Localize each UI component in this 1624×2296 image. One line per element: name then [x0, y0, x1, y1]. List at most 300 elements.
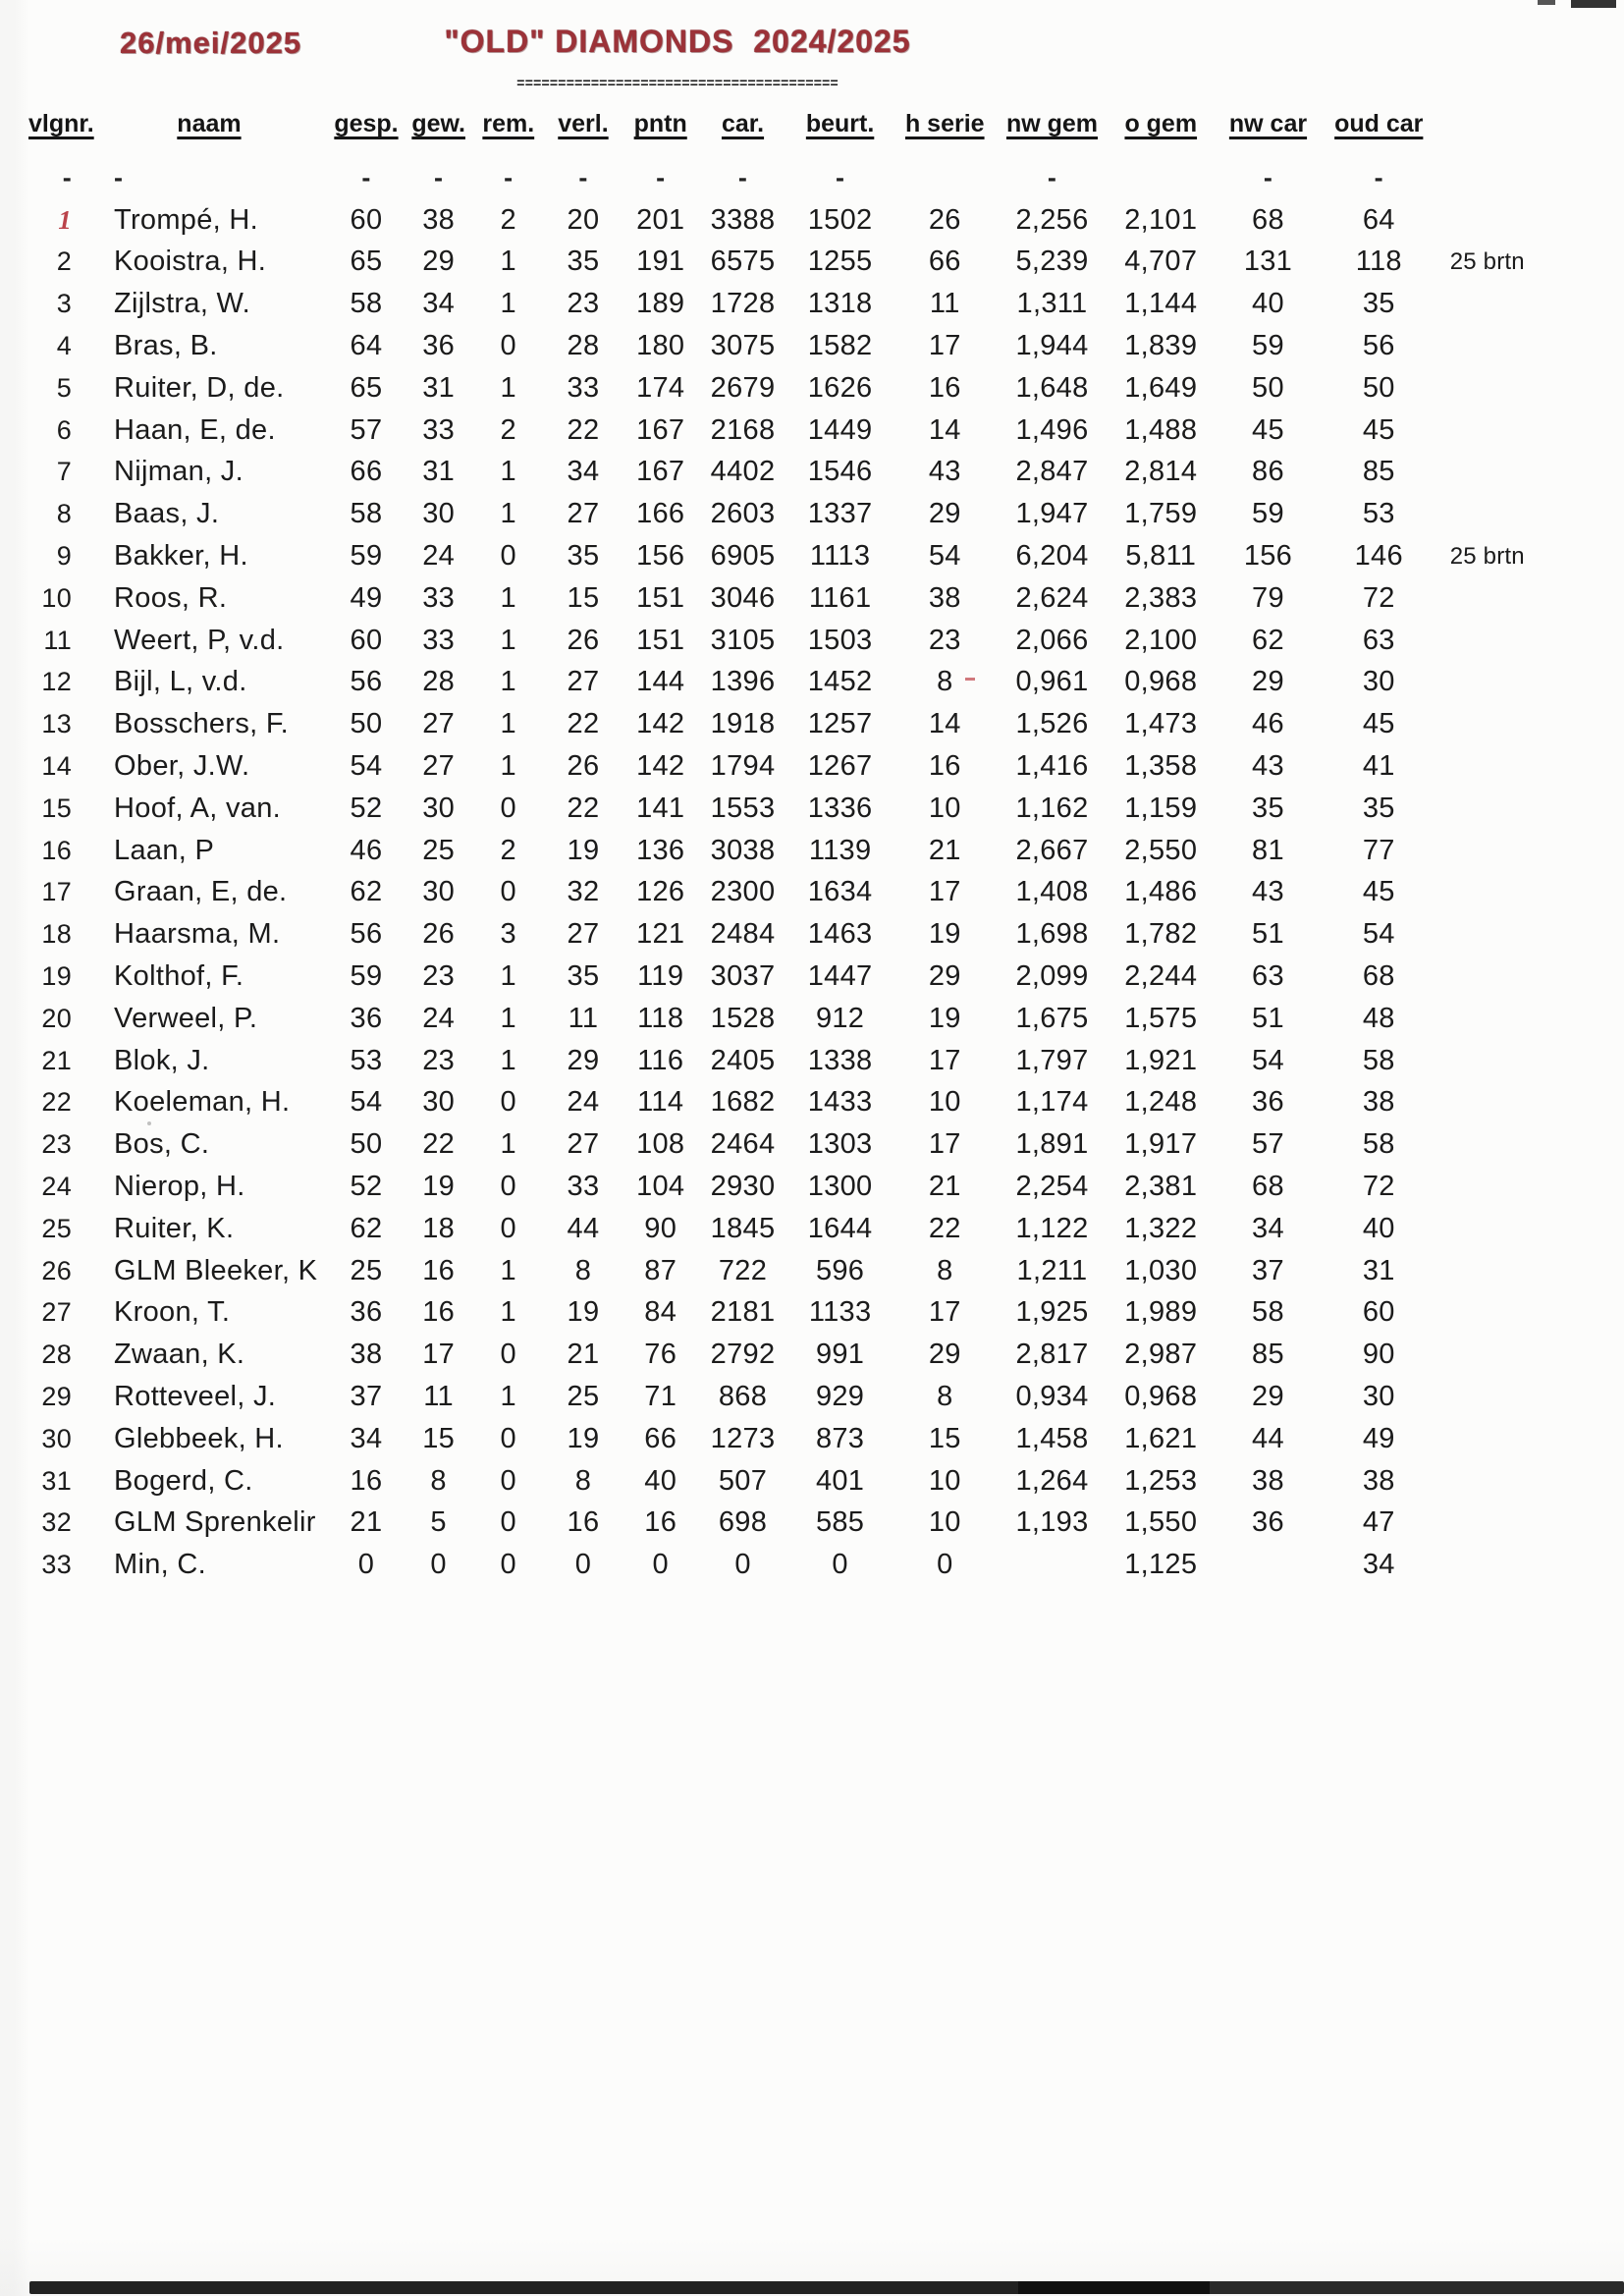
column-header-label-naam: naam — [177, 110, 242, 137]
cell-car: 2168 — [710, 413, 776, 446]
cell-oudcar: 38 — [1362, 1464, 1395, 1497]
cell-car: 1918 — [710, 708, 776, 740]
cell-verl: 25 — [567, 1381, 600, 1412]
table-row — [25, 1334, 1576, 1376]
cell-nwcar: 54 — [1252, 1044, 1284, 1076]
cell-note — [1436, 1208, 1576, 1250]
cell-pntn: 90 — [644, 1212, 677, 1244]
cell-car: 2930 — [710, 1171, 776, 1203]
cell-verl: 21 — [567, 1339, 600, 1371]
cell-naam: Bras, B. — [114, 330, 218, 362]
cell-nwgem: 1,496 — [1015, 413, 1089, 446]
table-row — [25, 242, 1576, 284]
cell-naam: Kroon, T. — [114, 1296, 231, 1329]
cell-gew: 17 — [422, 1339, 456, 1371]
cell-hserie: 8 — [937, 1381, 953, 1412]
cell-beurt: 0 — [832, 1549, 848, 1581]
table-row — [25, 1503, 1576, 1545]
cell-oudcar: 72 — [1362, 581, 1395, 614]
cell-pntn: 191 — [636, 246, 685, 278]
cell-ogem: 2,101 — [1124, 203, 1198, 236]
column-header-rem — [473, 110, 543, 157]
cell-beurt: 1433 — [807, 1086, 873, 1119]
cell-nwcar: 37 — [1252, 1254, 1284, 1286]
scan-artifact-corner-mark-2 — [1538, 0, 1555, 5]
cell-nwgem: 2,099 — [1015, 960, 1089, 993]
cell-car: 507 — [718, 1464, 768, 1497]
cell-naam: Ruiter, D, de. — [114, 371, 285, 404]
document-title: "OLD" DIAMONDS 2024/2025 — [444, 24, 911, 59]
cell-car: 3046 — [710, 581, 776, 614]
cell-verl: 22 — [567, 708, 600, 740]
cell-verl: 23 — [567, 288, 600, 320]
column-header-nwcar — [1215, 110, 1322, 157]
cell-naam: Laan, P — [114, 834, 215, 866]
cell-gew: 33 — [422, 624, 456, 656]
cell-pntn: 114 — [637, 1086, 684, 1119]
cell-ogem: 2,550 — [1124, 834, 1198, 866]
cell-hserie: 17 — [928, 1128, 961, 1161]
cell-car: 2405 — [710, 1044, 776, 1076]
cell-gew: 23 — [422, 960, 456, 993]
cell-beurt: 1644 — [807, 1212, 873, 1244]
table-row — [25, 830, 1576, 872]
column-header-car — [698, 110, 787, 157]
cell-naam: Roos, R. — [114, 581, 228, 614]
cell-beurt: 1502 — [807, 203, 873, 236]
cell-vlgnr: 28 — [41, 1339, 73, 1370]
cell-ogem: 1,649 — [1124, 371, 1198, 404]
cell-oudcar: 38 — [1362, 1086, 1395, 1119]
table-row — [25, 998, 1576, 1040]
cell-hserie: 54 — [928, 540, 961, 573]
cell-note — [1436, 283, 1576, 325]
cell-beurt: - — [835, 162, 845, 192]
cell-ogem: 1,759 — [1124, 498, 1198, 530]
cell-pntn: 71 — [644, 1381, 677, 1412]
cell-hserie: 8 — [937, 666, 953, 698]
cell-gew: 34 — [422, 288, 456, 320]
cell-pntn: 16 — [644, 1506, 677, 1539]
cell-car: 2792 — [710, 1339, 776, 1371]
cell-nwcar: 43 — [1252, 750, 1284, 783]
cell-gew: 29 — [422, 246, 456, 278]
cell-verl: 8 — [574, 1464, 592, 1497]
cell-ogem: 5,811 — [1125, 540, 1197, 573]
cell-note — [1436, 703, 1576, 745]
table-row — [25, 620, 1576, 662]
column-header-gew — [404, 110, 473, 157]
cell-hserie: 19 — [928, 1002, 961, 1034]
cell-nwcar: 59 — [1252, 330, 1284, 362]
table-row — [25, 367, 1576, 410]
table-row — [25, 452, 1576, 494]
cell-pntn: 0 — [652, 1549, 669, 1581]
cell-oudcar: 31 — [1362, 1254, 1395, 1286]
cell-gew: 36 — [422, 330, 456, 362]
cell-gew: 16 — [422, 1296, 456, 1329]
cell-naam: Koeleman, H. — [114, 1086, 291, 1119]
cell-beurt: 1449 — [807, 413, 873, 446]
cell-ogem: 2,381 — [1124, 1171, 1198, 1203]
cell-car: 1794 — [710, 750, 776, 783]
cell-gew: 27 — [422, 708, 456, 740]
cell-pntn: 87 — [644, 1254, 677, 1286]
table-row — [25, 788, 1576, 830]
cell-naam: Zijlstra, W. — [114, 288, 250, 320]
cell-nwgem: 2,847 — [1015, 456, 1089, 488]
cell-naam: Kolthof, F. — [114, 960, 244, 993]
cell-beurt: 1336 — [807, 792, 873, 824]
cell-car: 2484 — [710, 918, 776, 951]
cell-gew: 23 — [422, 1044, 456, 1076]
column-header-hserie — [893, 110, 998, 157]
table-row — [25, 1544, 1576, 1586]
cell-note — [1436, 1503, 1576, 1545]
cell-pntn: 116 — [637, 1044, 684, 1076]
cell-gesp: 54 — [350, 750, 383, 783]
cell-naam: Min, C. — [114, 1549, 206, 1581]
cell-hserie: 66 — [928, 246, 961, 278]
cell-nwgem: 2,066 — [1015, 624, 1089, 656]
cell-gesp: 16 — [350, 1464, 383, 1497]
cell-nwcar: 131 — [1243, 246, 1293, 278]
cell-pntn: 201 — [636, 203, 685, 236]
table-row — [25, 1082, 1576, 1124]
cell-ogem: 0,968 — [1124, 1381, 1198, 1412]
cell-oudcar: 40 — [1362, 1212, 1395, 1244]
cell-vlgnr: 17 — [41, 877, 73, 907]
cell-rem: 0 — [500, 876, 516, 908]
cell-ogem: 1,159 — [1124, 792, 1198, 824]
cell-nwcar: 51 — [1252, 1002, 1284, 1034]
cell-gew: 38 — [422, 203, 456, 236]
cell-ogem: 2,100 — [1124, 624, 1198, 656]
cell-pntn: 166 — [636, 498, 685, 530]
cell-hserie: 21 — [928, 834, 961, 866]
cell-oudcar: 85 — [1362, 456, 1395, 488]
cell-nwgem: 0,961 — [1015, 666, 1089, 698]
column-header-label-hserie: h serie — [904, 110, 985, 137]
cell-rem: 1 — [500, 1296, 516, 1329]
cell-nwgem: 2,624 — [1015, 581, 1089, 614]
cell-hserie: 14 — [928, 708, 961, 740]
cell-verl: 32 — [567, 876, 600, 908]
cell-gesp: 59 — [350, 960, 383, 993]
cell-car: 1528 — [710, 1002, 776, 1034]
cell-verl: 19 — [567, 834, 600, 866]
cell-gew: 33 — [422, 413, 456, 446]
cell-car: 1728 — [710, 288, 776, 320]
cell-oudcar: 68 — [1362, 960, 1395, 993]
cell-note — [1436, 620, 1576, 662]
cell-vlgnr: 8 — [56, 499, 73, 529]
cell-verl: 28 — [567, 330, 600, 362]
cell-ogem: 1,030 — [1124, 1254, 1198, 1286]
cell-nwgem: 1,675 — [1015, 1002, 1089, 1034]
cell-ogem: 1,358 — [1124, 750, 1198, 783]
cell-nwgem: 1,891 — [1015, 1128, 1089, 1161]
cell-verl: 27 — [567, 1128, 600, 1161]
cell-gesp: 52 — [350, 792, 383, 824]
cell-oudcar: 35 — [1362, 792, 1395, 824]
cell-ogem: 1,486 — [1124, 876, 1198, 908]
scan-artifact-speck — [147, 1121, 151, 1125]
cell-gesp: 65 — [350, 246, 383, 278]
cell-oudcar: - — [1374, 162, 1383, 192]
cell-vlgnr: 10 — [41, 582, 73, 613]
cell-pntn: 118 — [637, 1002, 684, 1034]
dash-row — [25, 157, 1576, 199]
cell-pntn: 151 — [636, 581, 685, 614]
table-row — [25, 1376, 1576, 1418]
column-header-verl — [543, 110, 623, 157]
cell-beurt: 929 — [815, 1381, 865, 1412]
cell-beurt: 401 — [815, 1464, 865, 1497]
cell-vlgnr: 5 — [56, 372, 73, 403]
cell-note — [1436, 577, 1576, 620]
cell-rem: 0 — [500, 330, 516, 362]
cell-car: 0 — [734, 1549, 751, 1581]
cell-rem: 0 — [500, 1339, 516, 1371]
cell-ogem: 1,488 — [1124, 413, 1198, 446]
cell-naam: Bosschers, F. — [114, 708, 289, 740]
cell-oudcar: 58 — [1362, 1044, 1395, 1076]
cell-oudcar: 45 — [1362, 708, 1395, 740]
cell-gesp: 49 — [350, 581, 383, 614]
cell-ogem: 1,253 — [1124, 1464, 1198, 1497]
cell-nwgem: 2,254 — [1015, 1171, 1089, 1203]
cell-naam: Haan, E, de. — [114, 413, 276, 446]
cell-ogem: 1,989 — [1124, 1296, 1198, 1329]
cell-pntn: 156 — [636, 540, 685, 573]
cell-verl: 19 — [567, 1296, 600, 1329]
cell-car: 1273 — [710, 1422, 776, 1454]
cell-verl: 20 — [567, 203, 600, 236]
cell-ogem: 1,144 — [1124, 288, 1198, 320]
cell-nwcar: 35 — [1252, 792, 1284, 824]
cell-vlgnr: 19 — [41, 961, 73, 992]
cell-gew: 33 — [422, 581, 456, 614]
cell-ogem: 1,917 — [1124, 1128, 1198, 1161]
cell-pntn: 66 — [644, 1422, 677, 1454]
cell-nwcar: 156 — [1243, 540, 1293, 573]
cell-gew: 22 — [422, 1128, 456, 1161]
cell-note — [1436, 367, 1576, 410]
cell-ogem: 2,383 — [1124, 581, 1198, 614]
cell-vlgnr: 24 — [41, 1172, 73, 1202]
table-row — [25, 1460, 1576, 1503]
column-header-nwgem — [998, 110, 1108, 157]
cell-gew: 28 — [422, 666, 456, 698]
cell-naam: - — [114, 162, 124, 192]
cell-verl: 26 — [567, 750, 600, 783]
cell-pntn: 142 — [636, 750, 685, 783]
cell-nwcar: 59 — [1252, 498, 1284, 530]
cell-pntn: 76 — [644, 1339, 677, 1371]
cell-beurt: 1338 — [807, 1044, 873, 1076]
cell-note — [1436, 199, 1576, 242]
cell-beurt: 585 — [815, 1506, 865, 1539]
cell-naam: Nijman, J. — [114, 456, 244, 488]
cell-gesp: 56 — [350, 918, 383, 951]
cell-rem: 1 — [500, 498, 516, 530]
column-header-label-rem: rem. — [482, 110, 535, 137]
cell-rem: 0 — [500, 1171, 516, 1203]
cell-verl: 15 — [567, 581, 600, 614]
cell-oudcar: 54 — [1362, 918, 1395, 951]
table-row — [25, 535, 1576, 577]
cell-hserie: 11 — [929, 288, 960, 320]
cell-rem: 1 — [500, 1381, 516, 1412]
cell-rem: 0 — [500, 540, 516, 573]
cell-vlgnr: 21 — [41, 1045, 73, 1075]
cell-beurt: 1300 — [807, 1171, 873, 1203]
cell-car: 1682 — [710, 1086, 776, 1119]
cell-gew: 18 — [422, 1212, 456, 1244]
cell-vlgnr: 23 — [41, 1129, 73, 1160]
table-row — [25, 325, 1576, 367]
cell-nwcar: 46 — [1252, 708, 1284, 740]
cell-naam: Baas, J. — [114, 498, 220, 530]
cell-gew: 30 — [422, 876, 456, 908]
cell-ogem — [1107, 157, 1215, 199]
cell-hserie: 26 — [928, 203, 961, 236]
column-header-oudcar — [1322, 110, 1436, 157]
table-row — [25, 1250, 1576, 1292]
cell-nwgem: 2,667 — [1015, 834, 1089, 866]
cell-rem: 0 — [500, 792, 516, 824]
cell-note — [1436, 745, 1576, 788]
cell-ogem: 1,921 — [1124, 1044, 1198, 1076]
cell-oudcar: 35 — [1362, 288, 1395, 320]
cell-nwcar: 58 — [1252, 1296, 1284, 1329]
table-row — [25, 956, 1576, 998]
cell-naam: Kooistra, H. — [114, 246, 267, 278]
cell-verl: 26 — [567, 624, 600, 656]
cell-note — [1436, 1166, 1576, 1208]
cell-rem: 1 — [500, 1254, 516, 1286]
column-header-label-gesp: gesp. — [334, 110, 399, 137]
cell-beurt: 1582 — [807, 330, 873, 362]
column-header-beurt — [787, 110, 893, 157]
cell-verl: 34 — [567, 456, 600, 488]
cell-nwgem: 1,416 — [1015, 750, 1089, 783]
cell-nwcar: 68 — [1252, 203, 1284, 236]
cell-vlgnr: 27 — [41, 1297, 73, 1328]
cell-naam: Haarsma, M. — [114, 918, 281, 951]
cell-ogem: 2,814 — [1124, 456, 1198, 488]
cell-gew: 5 — [430, 1506, 447, 1539]
cell-pntn: 126 — [636, 876, 685, 908]
cell-car: 3037 — [710, 960, 776, 993]
cell-car: 1396 — [710, 666, 776, 698]
cell-naam: Bijl, L, v.d. — [114, 666, 247, 698]
cell-pntn: 121 — [636, 918, 685, 951]
cell-gesp: 60 — [350, 203, 383, 236]
cell-pntn: 142 — [636, 708, 685, 740]
cell-nwgem: 1,698 — [1015, 918, 1089, 951]
cell-note — [1436, 956, 1576, 998]
cell-hserie: 43 — [928, 456, 961, 488]
cell-vlgnr: 3 — [56, 289, 73, 319]
cell-hserie: 17 — [928, 1044, 961, 1076]
cell-hserie: 10 — [928, 1464, 961, 1497]
cell-gew: 24 — [422, 1002, 456, 1034]
table-row — [25, 577, 1576, 620]
cell-ogem: 1,550 — [1124, 1506, 1198, 1539]
cell-gesp: 36 — [350, 1296, 383, 1329]
cell-verl: - — [578, 162, 588, 192]
cell-beurt: 1113 — [809, 540, 871, 573]
cell-gew: 26 — [422, 918, 456, 951]
cell-rem: 0 — [500, 1549, 516, 1581]
cell-oudcar: 60 — [1362, 1296, 1395, 1329]
cell-gew: 0 — [430, 1549, 447, 1581]
cell-ogem: 2,987 — [1124, 1339, 1198, 1371]
cell-rem: 1 — [500, 1002, 516, 1034]
cell-verl: 29 — [567, 1044, 600, 1076]
cell-nwcar: 43 — [1252, 876, 1284, 908]
cell-oudcar: 34 — [1362, 1549, 1395, 1581]
cell-beurt: 912 — [815, 1002, 865, 1034]
table-row — [25, 662, 1576, 704]
cell-verl: 8 — [574, 1254, 592, 1286]
cell-naam: Bos, C. — [114, 1128, 210, 1161]
title-divider: ======================================= — [516, 77, 839, 92]
cell-naam: Verweel, P. — [114, 1002, 258, 1034]
cell-gew: 30 — [422, 1086, 456, 1119]
cell-note — [1436, 1460, 1576, 1503]
cell-rem: 1 — [500, 750, 516, 783]
cell-nwgem: 1,122 — [1015, 1212, 1089, 1244]
cell-verl: 27 — [567, 666, 600, 698]
cell-nwcar — [1215, 1544, 1322, 1586]
cell-naam: Blok, J. — [114, 1044, 210, 1076]
cell-beurt: 1267 — [807, 750, 873, 783]
cell-beurt: 1257 — [807, 708, 873, 740]
cell-gew: 30 — [422, 792, 456, 824]
cell-hserie: 16 — [928, 750, 961, 783]
column-header-naam — [89, 110, 329, 157]
cell-nwcar: 57 — [1252, 1128, 1284, 1161]
cell-beurt: 991 — [815, 1339, 865, 1371]
cell-nwgem: 1,944 — [1015, 330, 1089, 362]
cell-oudcar: 64 — [1362, 203, 1395, 236]
cell-note — [1436, 1292, 1576, 1335]
table-row — [25, 199, 1576, 242]
cell-vlgnr: 12 — [41, 667, 73, 697]
cell-rem: 1 — [500, 581, 516, 614]
cell-gesp: 38 — [350, 1339, 383, 1371]
cell-note — [1436, 325, 1576, 367]
cell-beurt: 1634 — [807, 876, 873, 908]
cell-nwgem: 1,797 — [1015, 1044, 1089, 1076]
cell-vlgnr: 14 — [41, 751, 73, 782]
table-row — [25, 1166, 1576, 1208]
table-row — [25, 1208, 1576, 1250]
cell-verl: 22 — [567, 792, 600, 824]
cell-note — [1436, 1544, 1576, 1586]
column-header-gesp — [329, 110, 404, 157]
cell-oudcar: 41 — [1362, 750, 1395, 783]
cell-nwcar: 62 — [1252, 624, 1284, 656]
column-header-label-beurt: beurt. — [805, 110, 875, 137]
cell-note: 25 brtn — [1449, 542, 1525, 570]
cell-oudcar: 53 — [1362, 498, 1395, 530]
cell-oudcar: 45 — [1362, 876, 1395, 908]
cell-nwcar: 86 — [1252, 456, 1284, 488]
